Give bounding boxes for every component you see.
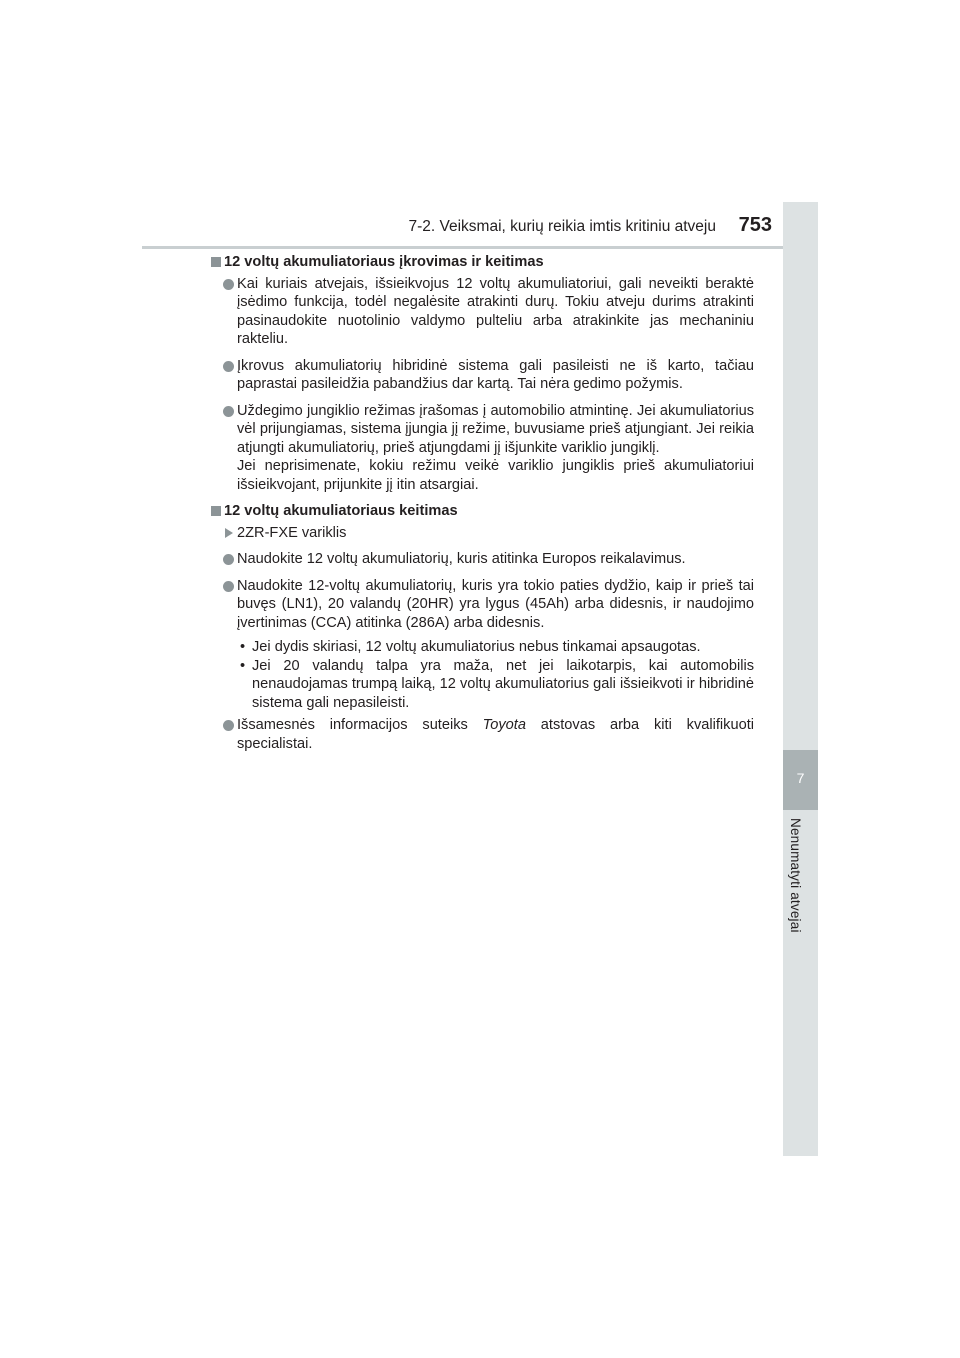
list-item [209, 357, 754, 394]
sub-list-item [237, 657, 754, 713]
circle-bullet-icon [223, 406, 234, 417]
side-bar-top [783, 202, 818, 750]
chapter-tab-number: 7 [796, 770, 805, 786]
circle-bullet-icon [223, 554, 234, 565]
list-item [209, 577, 754, 633]
section-title-text: 12 voltų akumuliatoriaus keitimas [224, 503, 458, 519]
circle-bullet-icon [223, 361, 234, 372]
section-title-text: 12 voltų akumuliatoriaus įkrovimas ir keitimas [224, 254, 544, 270]
sub-list-item [237, 638, 754, 657]
page-header [142, 214, 818, 249]
sub-item-text: Jei 20 valandų talpa yra maža, net jei laikotarpis, kai automobilis nenaudojamas trumpą laiką, 12 voltų akumuliatorius gali išsieikvoti ir hibridinė sistema gali nepasileisti. [252, 657, 754, 711]
list-item [209, 550, 754, 569]
square-bullet-icon [211, 506, 221, 516]
list-item [209, 524, 754, 543]
sub-list [237, 638, 754, 712]
list-item [209, 275, 754, 349]
section-title [209, 253, 754, 272]
circle-bullet-icon [223, 279, 234, 290]
chapter-tab[interactable] [783, 750, 818, 810]
chapter-side-label: Nenumatyti atvejai [788, 818, 803, 933]
dot-bullet-icon: • [240, 639, 246, 655]
item-text-continued: Jei neprisimenate, kokiu režimu veikė variklio jungiklis prieš akumuliatoriui išsieikvojant, prijunkite jį itin atsargiai. [237, 458, 754, 493]
item-text: Naudokite 12 voltų akumuliatorių, kuris atitinka Europos reikalavimus. [237, 551, 686, 567]
section-title [209, 502, 754, 521]
page-number: 753 [738, 214, 772, 236]
item-text-part: Išsamesnės informacijos suteiks [237, 717, 483, 733]
item-text [237, 716, 754, 753]
brand-name: Toyota [482, 717, 526, 733]
dot-bullet-icon: • [240, 657, 246, 674]
item-text: Uždegimo jungiklio režimas įrašomas į automobilio atmintinę. Jei akumuliatorius vėl prijungiamas, sistema įjungia jį režime, buvusiame prieš atjungiant. Jei reikia atjungti akumuliatorių, prieš atjungdami jį išjunkite variklio jungiklį. [237, 402, 754, 456]
page-content [209, 253, 754, 761]
circle-bullet-icon [223, 581, 234, 592]
item-text: 2ZR-FXE variklis [237, 524, 347, 541]
sub-item-text: Jei dydis skiriasi, 12 voltų akumuliatorius nebus tinkamai apsaugotas. [252, 639, 701, 655]
list-item [209, 716, 754, 753]
chapter-title: 7-2. Veiksmai, kurių reikia imtis kritiniu atveju [408, 218, 716, 235]
item-text-part: atstovas arba kiti kvalifikuoti specialistai. [237, 717, 754, 752]
item-text: Įkrovus akumuliatorių hibridinė sistema gali pasileisti ne iš karto, tačiau paprastai pasileidžia pabandžius dar kartą. Tai nėra gedimo požymis. [237, 357, 754, 392]
item-text: Kai kuriais atvejais, išsieikvojus 12 voltų akumuliatoriui, gali neveikti beraktė įsėdimo funkcija, todėl negalėsite atrakinti durų. Tokiu atveju durims atrakinti pasinaudokite nuotolinio valdymo pulteliu arba atrakinkite jas mechaniniu rakteliu. [237, 275, 754, 347]
square-bullet-icon [211, 257, 221, 267]
triangle-bullet-icon [225, 528, 233, 538]
list-item [209, 402, 754, 495]
item-text: Naudokite 12-voltų akumuliatorių, kuris yra tokio paties dydžio, kaip ir prieš tai buvęs (LN1), 20 valandų (20HR) yra lygus (45Ah) arba didesnis, ir naudojimo įvertinimas (CCA) atitinka (286A) arba didesnis. [237, 577, 754, 631]
circle-bullet-icon [223, 720, 234, 731]
